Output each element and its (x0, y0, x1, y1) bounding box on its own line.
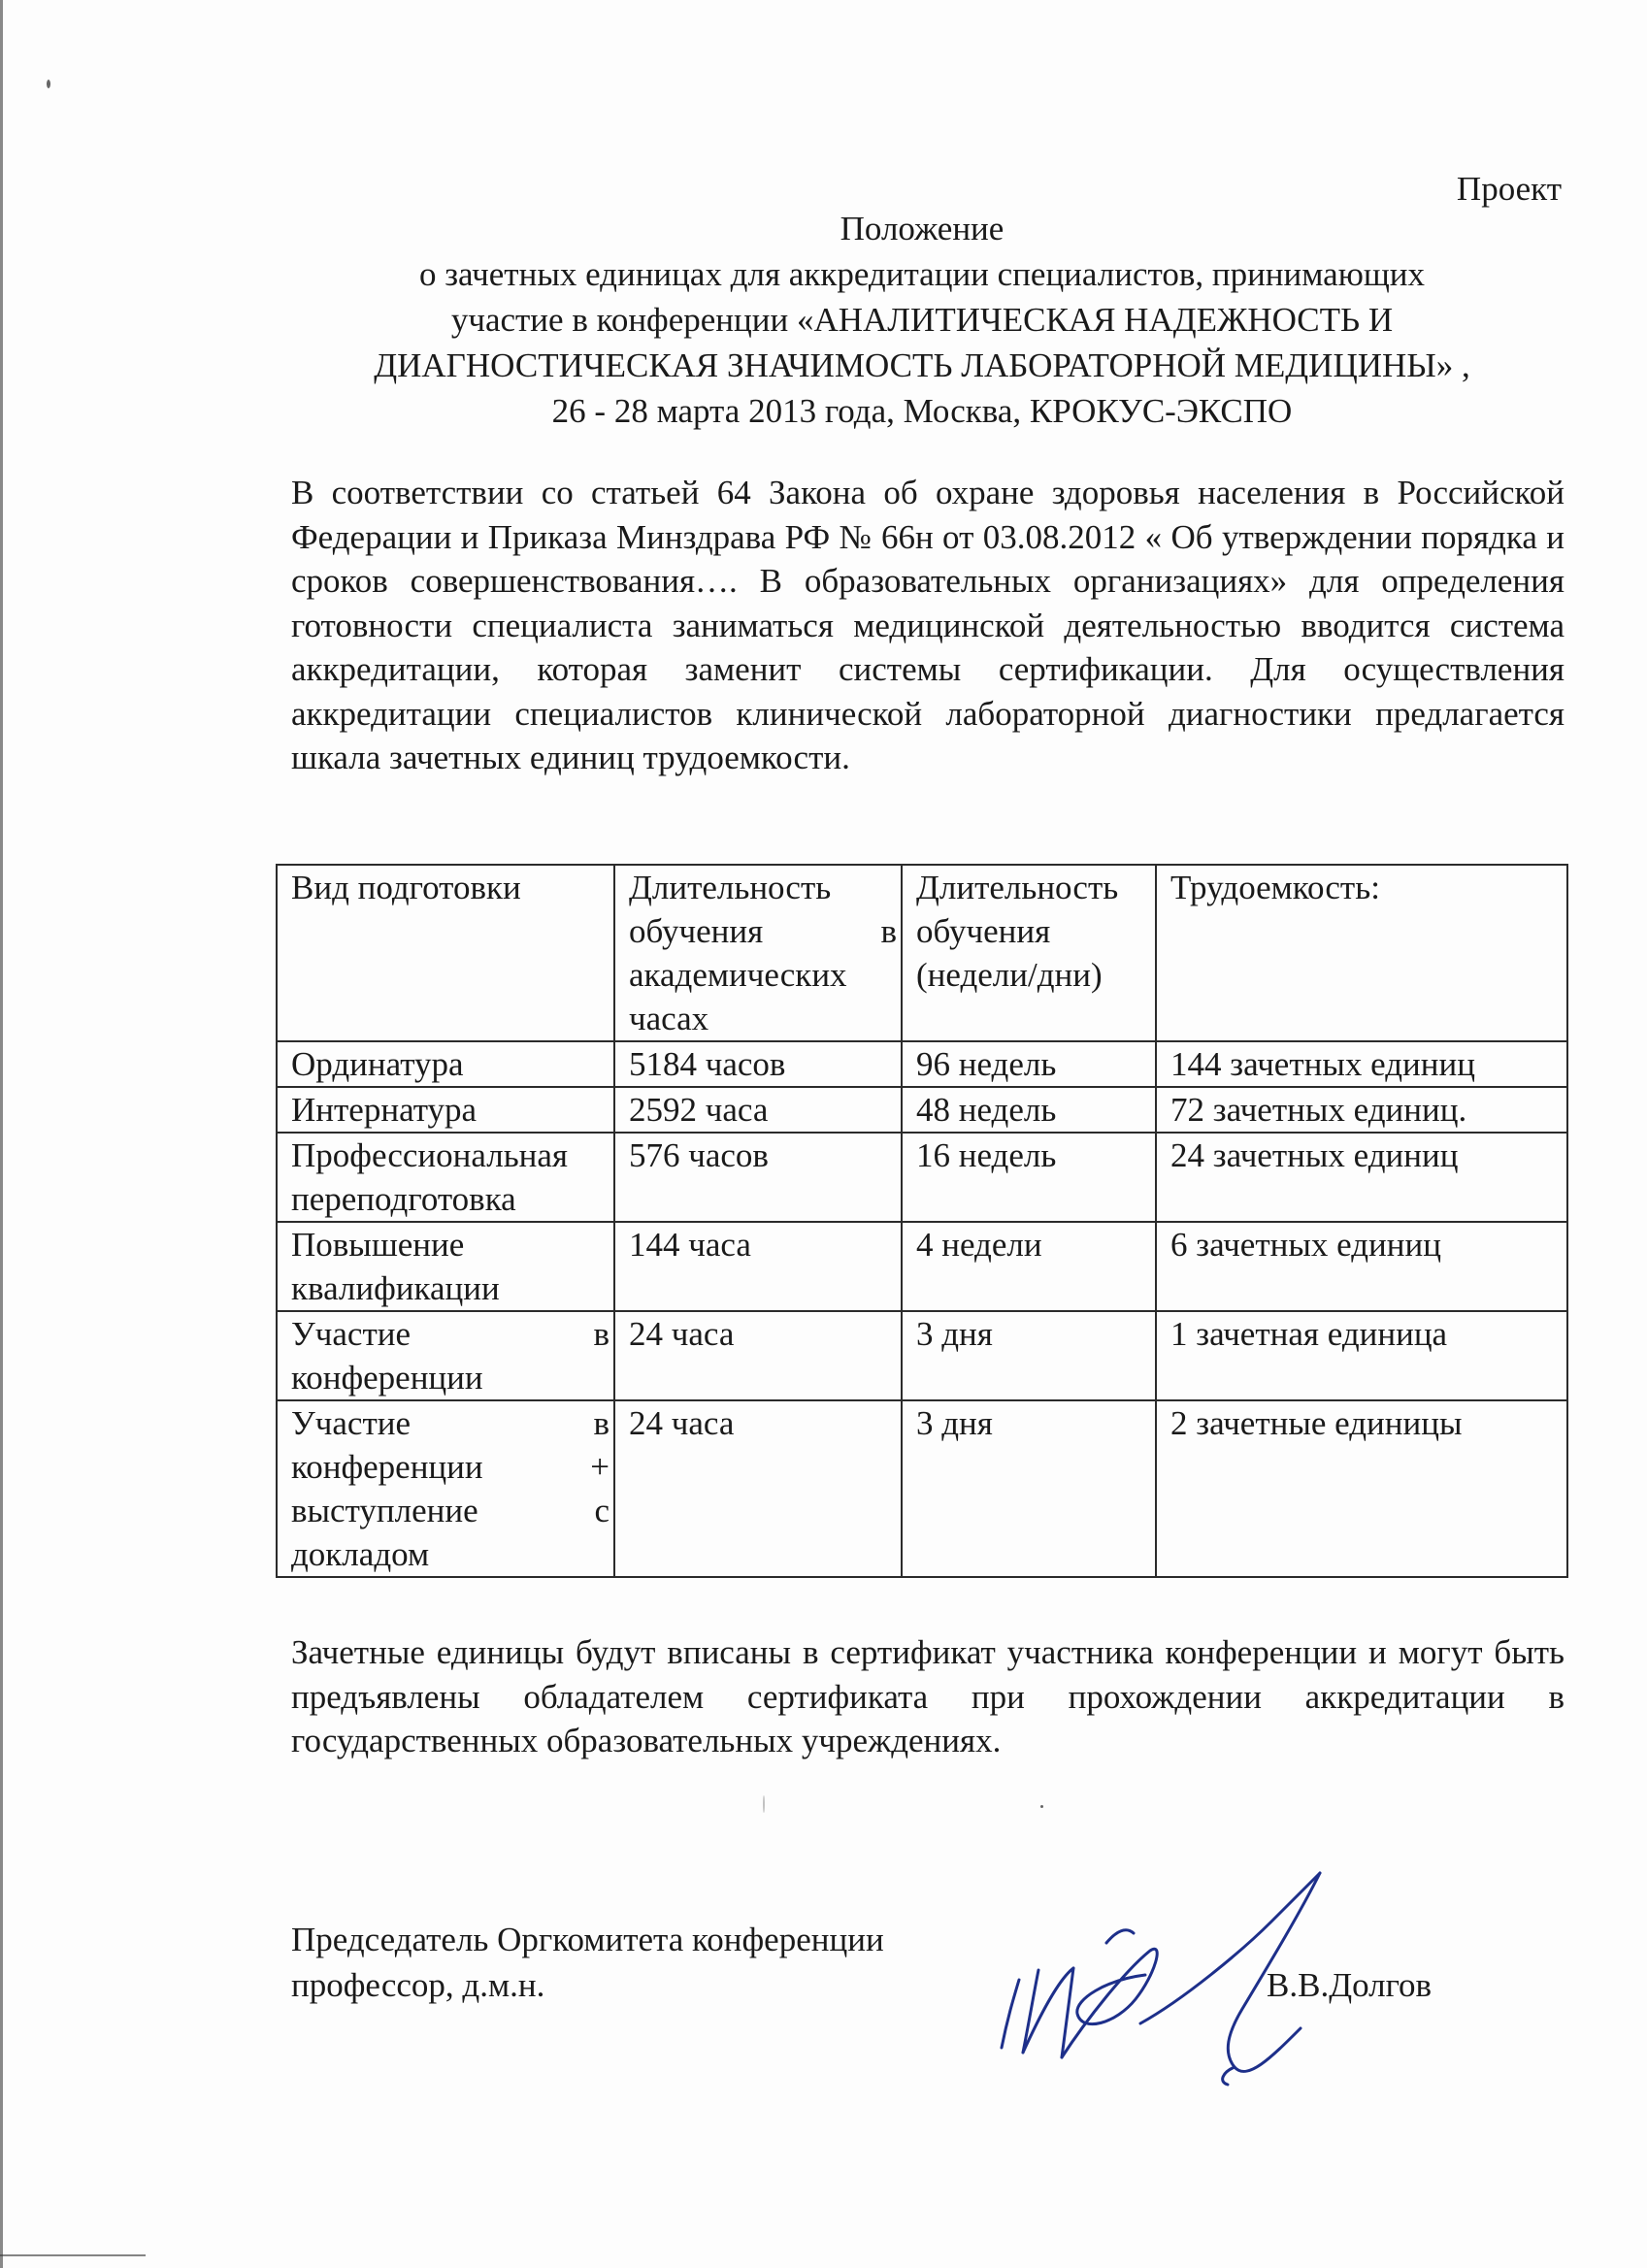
header-cell: Длительность обучения в академических часах (614, 865, 902, 1041)
table-row (277, 1133, 1567, 1222)
duration-cell: 3 дня (902, 1400, 1156, 1577)
credits-cell: 6 зачетных единиц (1156, 1222, 1567, 1311)
duration-cell: 4 недели (902, 1222, 1156, 1311)
table-row (277, 1222, 1567, 1311)
header-cell: Вид подготовки (277, 865, 614, 1041)
scan-edge-left (0, 0, 3, 2268)
table-row (277, 1311, 1567, 1400)
intro-text: В соответствии со статьей 64 Закона об охране здоровья населения в Российской Федерации и Приказа Минздрава РФ № 66н от 03.08.2012 « Об утверждении порядка и сроков совершенствования…. В образовательных организациях» для определения готовности специалиста заниматься медицинской деятельностью вводится система аккредитации, которая заменит системы сертификации. Для осуществления аккредитации специалистов клинической лабораторной диагностики предлагается шкала зачетных единиц трудоемкости. (291, 474, 1565, 776)
scan-speck (1040, 1805, 1043, 1808)
credits-table (276, 864, 1568, 1578)
duration-cell: 96 недель (902, 1041, 1156, 1087)
duration-cell: 16 недель (902, 1133, 1156, 1222)
signatory-name: В.В.Долгов (1267, 1966, 1433, 2004)
title-line-4: ДИАГНОСТИЧЕСКАЯ ЗНАЧИМОСТЬ ЛАБОРАТОРНОЙ МЕДИЦИНЫ» , (374, 346, 1470, 384)
hours-cell: 576 часов (614, 1133, 902, 1222)
title-line-5: 26 - 28 марта 2013 года, Москва, КРОКУС-ЭКСПО (551, 392, 1293, 430)
table-row (277, 1087, 1567, 1133)
signatory-role-line-2: профессор, д.м.н. (291, 1966, 545, 2004)
hours-cell: 24 часа (614, 1311, 902, 1400)
closing-text: Зачетные единицы будут вписаны в сертификат участника конференции и могут быть предъявлены обладателем сертификата при прохождении аккредитации в государственных образовательных учреждениях. (291, 1633, 1565, 1759)
credits-cell: 144 зачетных единиц (1156, 1041, 1567, 1087)
title-line-3: участие в конференции «АНАЛИТИЧЕСКАЯ НАДЕЖНОСТЬ И (450, 301, 1394, 339)
draft-label: Проект (1456, 170, 1562, 208)
training-type-cell: Участие в конференции + выступление с докладом (277, 1400, 614, 1577)
credits-cell: 24 зачетных единиц (1156, 1133, 1567, 1222)
credits-cell: 2 зачетные единицы (1156, 1400, 1567, 1577)
signatory-role (291, 1917, 884, 2008)
training-type-cell: Участие в конференции (277, 1311, 614, 1400)
table-row (277, 1041, 1567, 1087)
scan-speck (47, 80, 50, 88)
table-header-row (277, 865, 1567, 1041)
training-type-cell: Интернатура (277, 1087, 614, 1133)
table-row (277, 1400, 1567, 1577)
signatory-role-line-1: Председатель Оргкомитета конференции (291, 1921, 884, 1958)
title-line-1: Положение (840, 210, 1005, 247)
hours-cell: 5184 часов (614, 1041, 902, 1087)
training-type-cell: Профессиональная переподготовка (277, 1133, 614, 1222)
credits-cell: 72 зачетных единиц. (1156, 1087, 1567, 1133)
credits-cell: 1 зачетная единица (1156, 1311, 1567, 1400)
duration-cell: 3 дня (902, 1311, 1156, 1400)
duration-cell: 48 недель (902, 1087, 1156, 1133)
intro-paragraph (291, 471, 1565, 780)
hours-cell: 24 часа (614, 1400, 902, 1577)
header-cell: Трудоемкость: (1156, 865, 1567, 1041)
training-type-cell: Ординатура (277, 1041, 614, 1087)
header-cell: Длительность обучения (недели/дни) (902, 865, 1156, 1041)
title-line-2: о зачетных единицах для аккредитации специалистов, принимающих (418, 255, 1426, 293)
scan-speck (763, 1795, 765, 1813)
hours-cell: 2592 часа (614, 1087, 902, 1133)
scan-edge-bottom (0, 2254, 146, 2256)
document-title (272, 206, 1572, 434)
hours-cell: 144 часа (614, 1222, 902, 1311)
training-type-cell: Повышение квалификации (277, 1222, 614, 1311)
closing-paragraph (291, 1630, 1565, 1763)
